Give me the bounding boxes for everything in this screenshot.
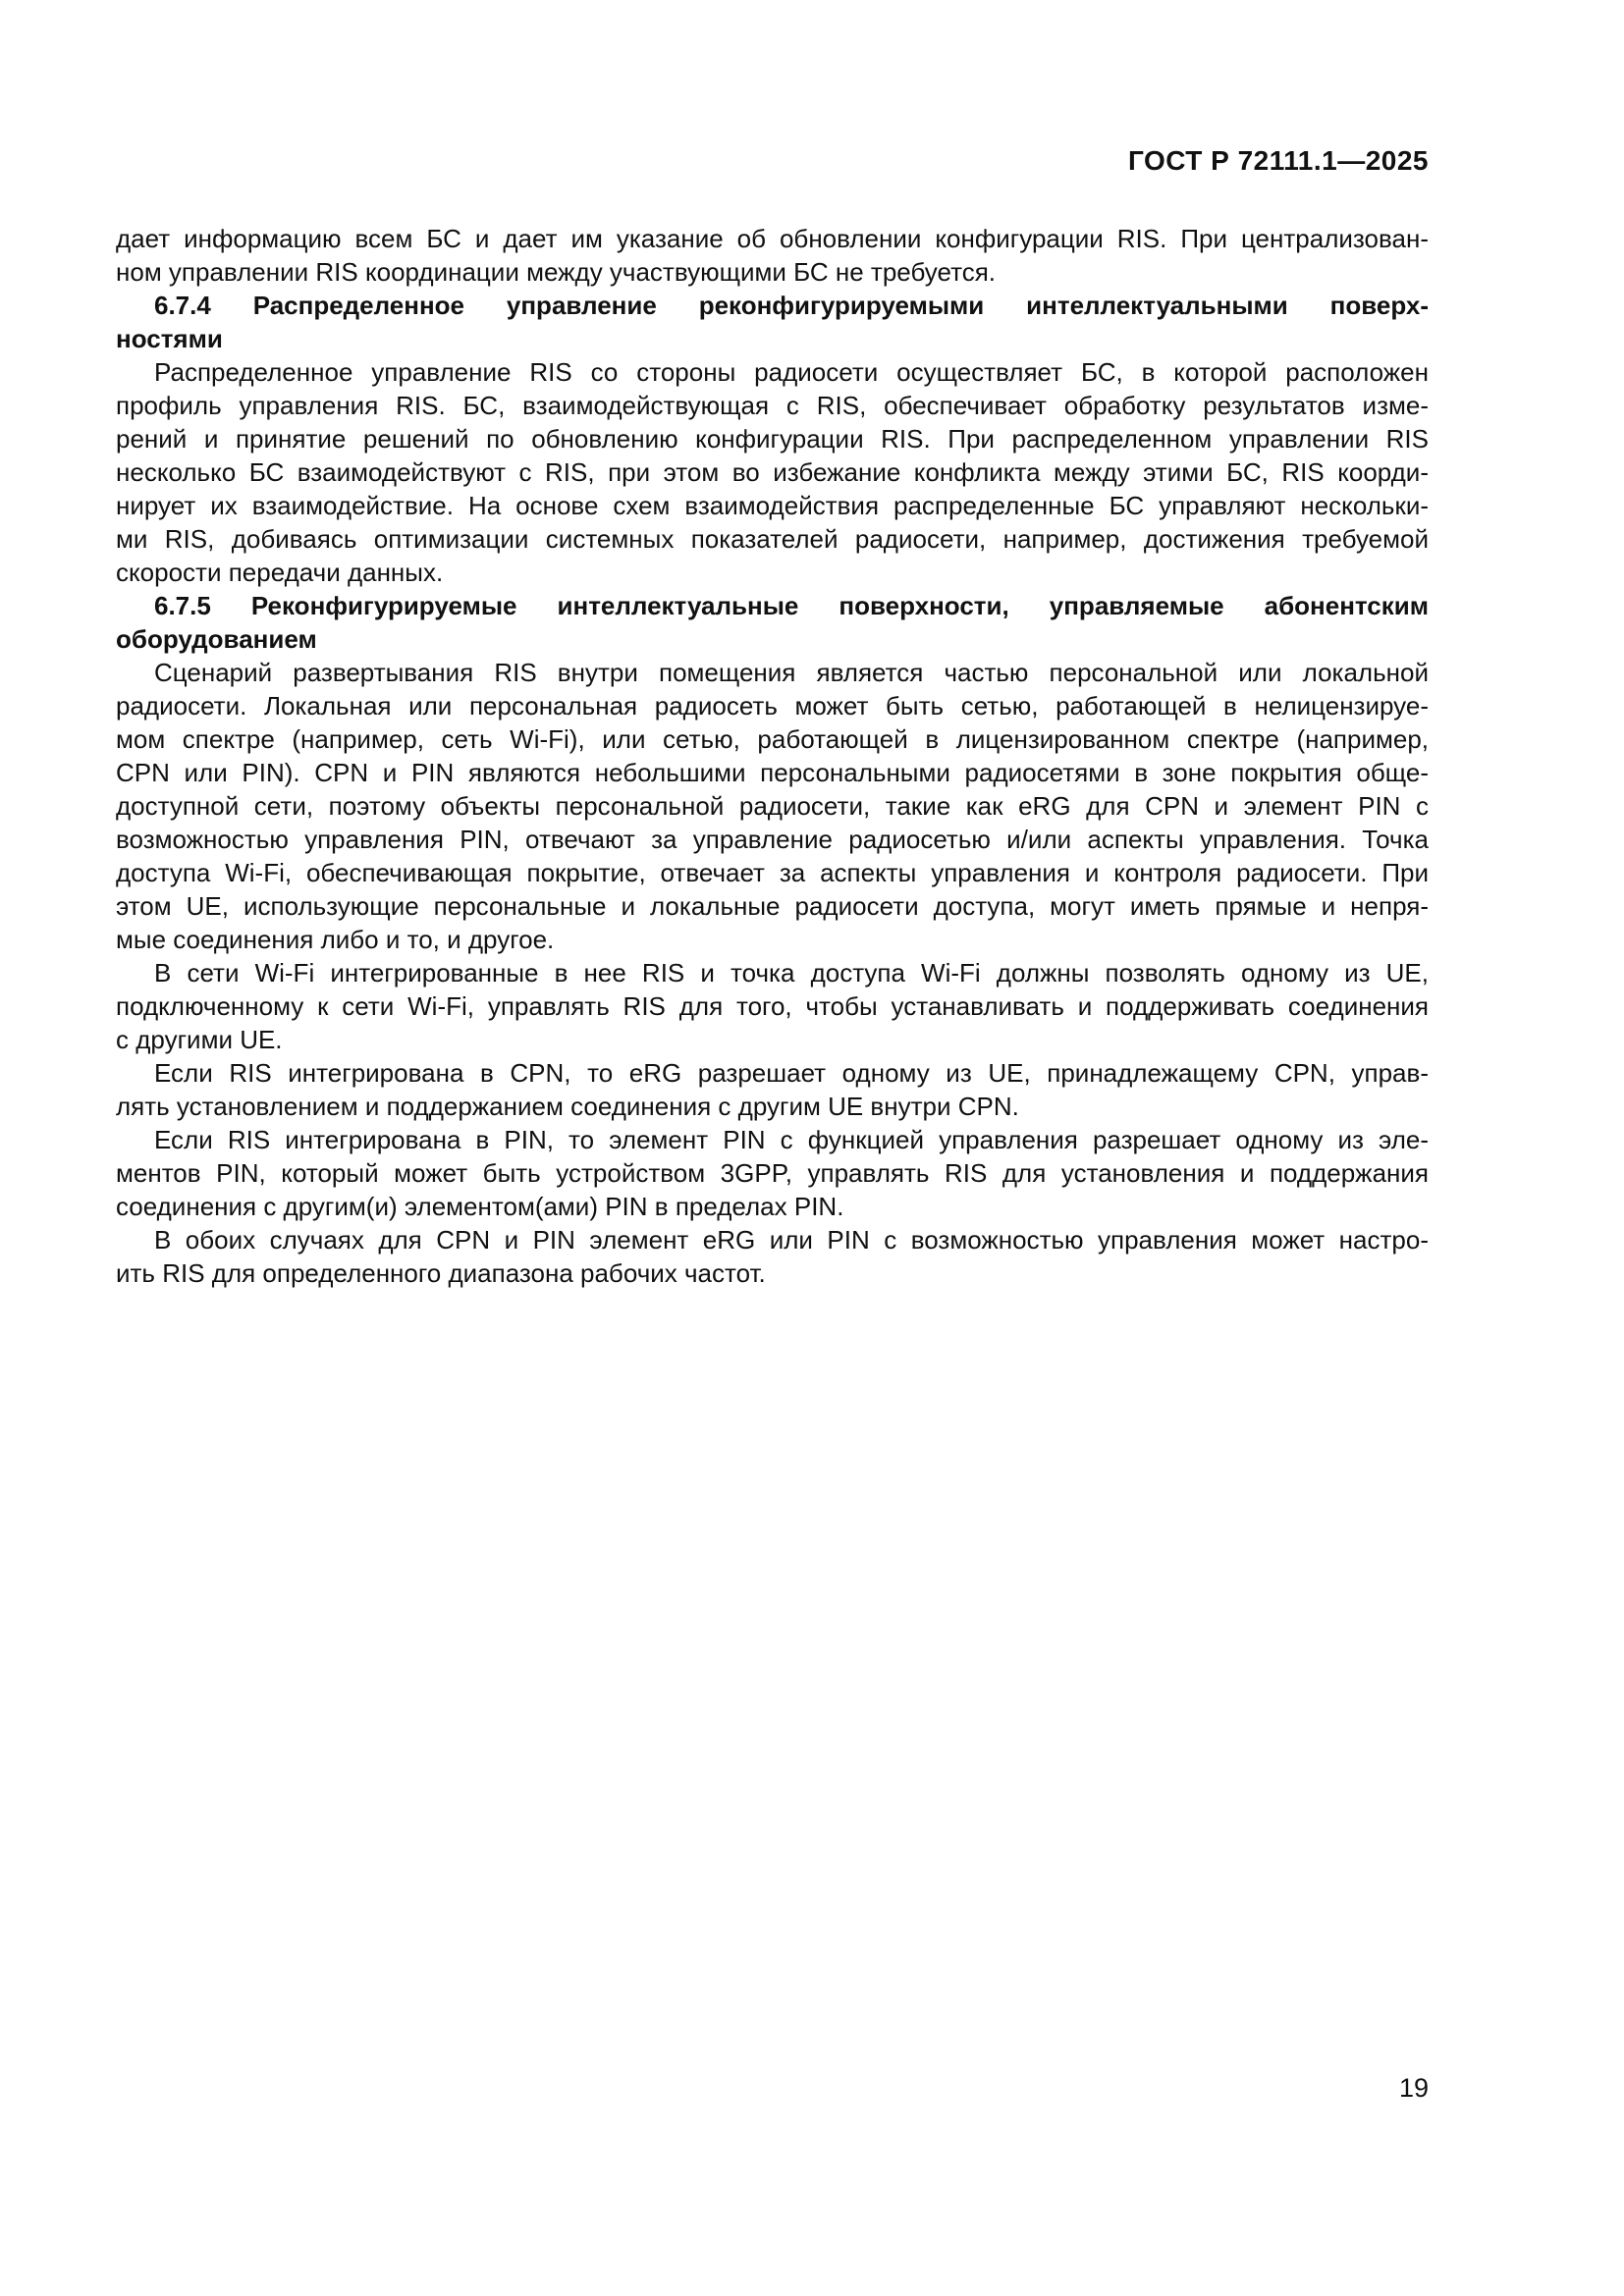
text-line: мые соединения либо и то, и другое. xyxy=(116,925,555,954)
paragraph xyxy=(116,222,1429,289)
text-line: ментов PIN, который может быть устройством 3GPP, управлять RIS для установления и поддержания xyxy=(116,1158,1429,1188)
text-line: CPN или PIN). CPN и PIN являются небольшими персональными радиосетями в зоне покрытия обще- xyxy=(116,758,1429,787)
text-line: рений и принятие решений по обновлению конфигурации RIS. При распределенном управлении RIS xyxy=(116,424,1429,454)
text-line: несколько БС взаимодействуют с RIS, при этом во избежание конфликта между этими БС, RIS коорди- xyxy=(116,457,1429,487)
section-heading xyxy=(116,589,1429,656)
text-line: с другими UE. xyxy=(116,1025,283,1054)
text-line: Распределенное управление RIS со стороны радиосети осуществляет БС, в которой расположен xyxy=(154,357,1429,387)
text-line: ностями xyxy=(116,324,223,353)
text-line: лять установлением и поддержанием соединения с другим UE внутри CPN. xyxy=(116,1092,1019,1121)
text-line: возможностью управления PIN, отвечают за управление радиосетью и/или аспекты управления. Точка xyxy=(116,825,1429,854)
text-line: мом спектре (например, сеть Wi-Fi), или сетью, работающей в лицензированном спектре (например, xyxy=(116,724,1429,754)
text-line: 6.7.5 Реконфигурируемые интеллектуальные поверхности, управляемые абонентским xyxy=(154,591,1429,620)
text-line: этом UE, использующие персональные и локальные радиосети доступа, могут иметь прямые и непря- xyxy=(116,891,1429,921)
paragraph xyxy=(116,956,1429,1056)
text-line: 6.7.4 Распределенное управление реконфигурируемыми интеллектуальными поверх- xyxy=(154,291,1429,320)
text-line: оборудованием xyxy=(116,624,317,654)
paragraph xyxy=(116,1123,1429,1223)
paragraph xyxy=(116,1223,1429,1290)
text-line: Если RIS интегрирована в PIN, то элемент PIN с функцией управления разрешает одному из эле- xyxy=(154,1125,1429,1154)
text-line: ми RIS, добиваясь оптимизации системных показателей радиосети, например, достижения требуемой xyxy=(116,524,1429,554)
text-line: В сети Wi-Fi интегрированные в нее RIS и точка доступа Wi-Fi должны позволять одному из UE, xyxy=(154,958,1429,988)
text-line: ном управлении RIS координации между участвующими БС не требуется. xyxy=(116,257,996,287)
text-line: дает информацию всем БС и дает им указание об обновлении конфигурации RIS. При централизован- xyxy=(116,224,1429,253)
text-line: соединения с другим(и) элементом(ами) PIN в пределах PIN. xyxy=(116,1192,844,1221)
document-header-standard-number: ГОСТ Р 72111.1—2025 xyxy=(1127,145,1429,176)
text-line: профиль управления RIS. БС, взаимодействующая с RIS, обеспечивает обработку результатов изме- xyxy=(116,391,1429,420)
text-line: Сценарий развертывания RIS внутри помещения является частью персональной или локальной xyxy=(154,658,1429,687)
paragraph xyxy=(116,355,1429,589)
text-line: нирует их взаимодействие. На основе схем взаимодействия распределенные БС управляют нескольки- xyxy=(116,491,1429,520)
page-number: 19 xyxy=(1398,2073,1429,2103)
document-body xyxy=(116,222,1429,1290)
text-line: В обоих случаях для CPN и PIN элемент eRG или PIN с возможностью управления может настро- xyxy=(154,1225,1429,1255)
text-line: радиосети. Локальная или персональная радиосеть может быть сетью, работающей в нелицензируе- xyxy=(116,691,1429,721)
text-line: Если RIS интегрирована в CPN, то eRG разрешает одному из UE, принадлежащему CPN, управ- xyxy=(154,1058,1429,1088)
text-line: доступа Wi-Fi, обеспечивающая покрытие, отвечает за аспекты управления и контроля радиосети. При xyxy=(116,858,1429,887)
paragraph xyxy=(116,656,1429,956)
text-line: подключенному к сети Wi-Fi, управлять RIS для того, чтобы устанавливать и поддерживать соединения xyxy=(116,991,1429,1021)
section-heading xyxy=(116,289,1429,355)
text-line: доступной сети, поэтому объекты персональной радиосети, такие как eRG для CPN и элемент PIN с xyxy=(116,791,1429,821)
text-line: ить RIS для определенного диапазона рабочих частот. xyxy=(116,1258,766,1288)
paragraph xyxy=(116,1056,1429,1123)
text-line: скорости передачи данных. xyxy=(116,558,444,587)
